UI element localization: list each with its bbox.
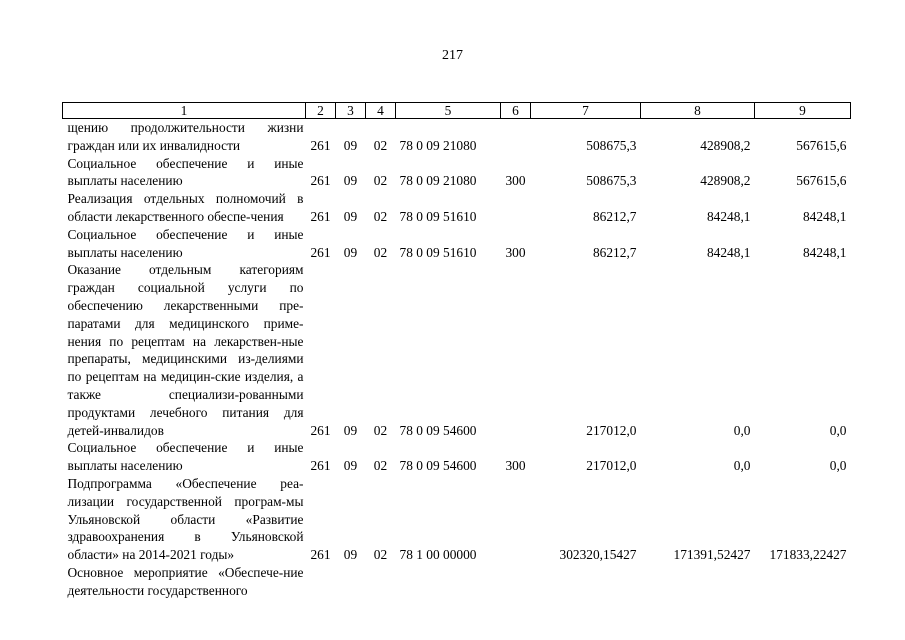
header-row [63,103,851,119]
table-row [63,190,851,226]
target-article-cell: 78 0 09 21080 [399,137,477,153]
target-article-cell: 78 0 09 54600 [399,422,477,438]
section-code-cell: 09 [343,173,358,189]
expense-type-cell: 300 [505,458,526,474]
amount-col8-cell: 428908,2 [700,173,751,189]
table-body [63,119,851,600]
amount-col9-cell: 0,0 [829,422,847,438]
header-cell: 8 [641,103,755,119]
amount-col9-cell [755,564,851,600]
amount-col8-cell [641,564,755,600]
amount-col7-cell [531,564,641,600]
admin-code-cell: 261 [310,458,331,474]
amount-col8-cell: 0,0 [733,422,751,438]
expense-type-cell [501,475,531,564]
expense-type-cell [501,261,531,439]
budget-table [62,102,851,600]
table-row [63,261,851,439]
section-code-cell: 09 [343,208,358,224]
target-article-cell: 78 0 09 51610 [399,244,477,260]
section-code-cell [336,564,366,600]
amount-col7-cell: 217012,0 [586,458,637,474]
row-name-cell: Основное мероприятие «Обеспече-ние деятельности государственного [67,564,304,598]
amount-col8-cell: 0,0 [733,458,751,474]
admin-code-cell: 261 [310,173,331,189]
amount-col9-cell: 0,0 [829,458,847,474]
amount-col7-cell: 86212,7 [592,244,637,260]
table-row [63,155,851,191]
expense-type-cell: 300 [505,244,526,260]
page-number: 217 [442,48,463,63]
expense-type-cell [501,564,531,600]
amount-col8-cell: 84248,1 [706,208,751,224]
target-article-cell: 78 0 09 21080 [399,173,477,189]
table-row [63,475,851,564]
header-cell: 4 [366,103,396,119]
header-cell: 7 [531,103,641,119]
amount-col8-cell: 171391,52427 [673,547,751,563]
row-name-cell: Социальное обеспечение и иные выплаты населению [67,155,304,189]
section-code-cell: 09 [343,547,358,563]
row-name-cell: щению продолжительности жизни граждан или их инвалидности [67,120,304,153]
admin-code-cell: 261 [310,422,331,438]
admin-code-cell: 261 [310,208,331,224]
row-name-cell: Реализация отдельных полномочий в области лекарственного обеспе-чения [67,191,304,224]
amount-col8-cell: 84248,1 [706,244,751,260]
expense-type-cell [501,190,531,226]
header-cell: 6 [501,103,531,119]
subsection-code-cell: 02 [373,173,388,189]
header-cell: 5 [396,103,501,119]
target-article-cell: 78 0 09 51610 [399,208,477,224]
amount-col7-cell: 302320,15427 [559,547,637,563]
row-name-cell: Социальное обеспечение и иные выплаты населению [67,440,304,474]
expense-type-cell: 300 [505,173,526,189]
header-cell: 9 [755,103,851,119]
amount-col7-cell: 508675,3 [586,173,637,189]
section-code-cell: 09 [343,137,358,153]
admin-code-cell: 261 [310,137,331,153]
row-name-cell: Оказание отдельным категориям граждан социальной услуги по обеспечению лекарственными пре-паратами для медицинского приме-нения по рецептам на лекарствен-ные препараты, медицинскими из-делиями по рецептам на медицин-ские изделия, а также специализи-рованными продуктами лечебного питания для детей-инвалидов [67,262,304,438]
table-row [63,439,851,475]
header-cell: 3 [336,103,366,119]
table-row [63,226,851,262]
table-row [63,119,851,155]
subsection-code-cell: 02 [373,208,388,224]
amount-col9-cell: 171833,22427 [769,547,847,563]
subsection-code-cell: 02 [373,547,388,563]
header-cell: 2 [306,103,336,119]
section-code-cell: 09 [343,244,358,260]
subsection-code-cell: 02 [373,458,388,474]
expense-type-cell [501,119,531,155]
section-code-cell: 09 [343,458,358,474]
table-row [63,564,851,600]
subsection-code-cell: 02 [373,137,388,153]
amount-col9-cell: 84248,1 [802,244,847,260]
amount-col7-cell: 217012,0 [586,422,637,438]
admin-code-cell: 261 [310,244,331,260]
target-article-cell [396,564,501,600]
amount-col7-cell: 508675,3 [586,137,637,153]
subsection-code-cell: 02 [373,244,388,260]
amount-col9-cell: 84248,1 [802,208,847,224]
amount-col9-cell: 567615,6 [796,173,847,189]
target-article-cell: 78 0 09 54600 [399,458,477,474]
amount-col7-cell: 86212,7 [592,208,637,224]
admin-code-cell: 261 [310,547,331,563]
row-name-cell: Социальное обеспечение и иные выплаты населению [67,226,304,260]
section-code-cell: 09 [343,422,358,438]
target-article-cell: 78 1 00 00000 [399,547,477,563]
subsection-code-cell [366,564,396,600]
header-cell: 1 [63,103,306,119]
amount-col9-cell: 567615,6 [796,137,847,153]
amount-col8-cell: 428908,2 [700,137,751,153]
row-name-cell: Подпрограмма «Обеспечение реа-лизации государственной програм-мы Ульяновской области «Развитие здравоохранения в Ульяновской области» на 2014-2021 годы» [67,475,304,563]
admin-code-cell [306,564,336,600]
subsection-code-cell: 02 [373,422,388,438]
